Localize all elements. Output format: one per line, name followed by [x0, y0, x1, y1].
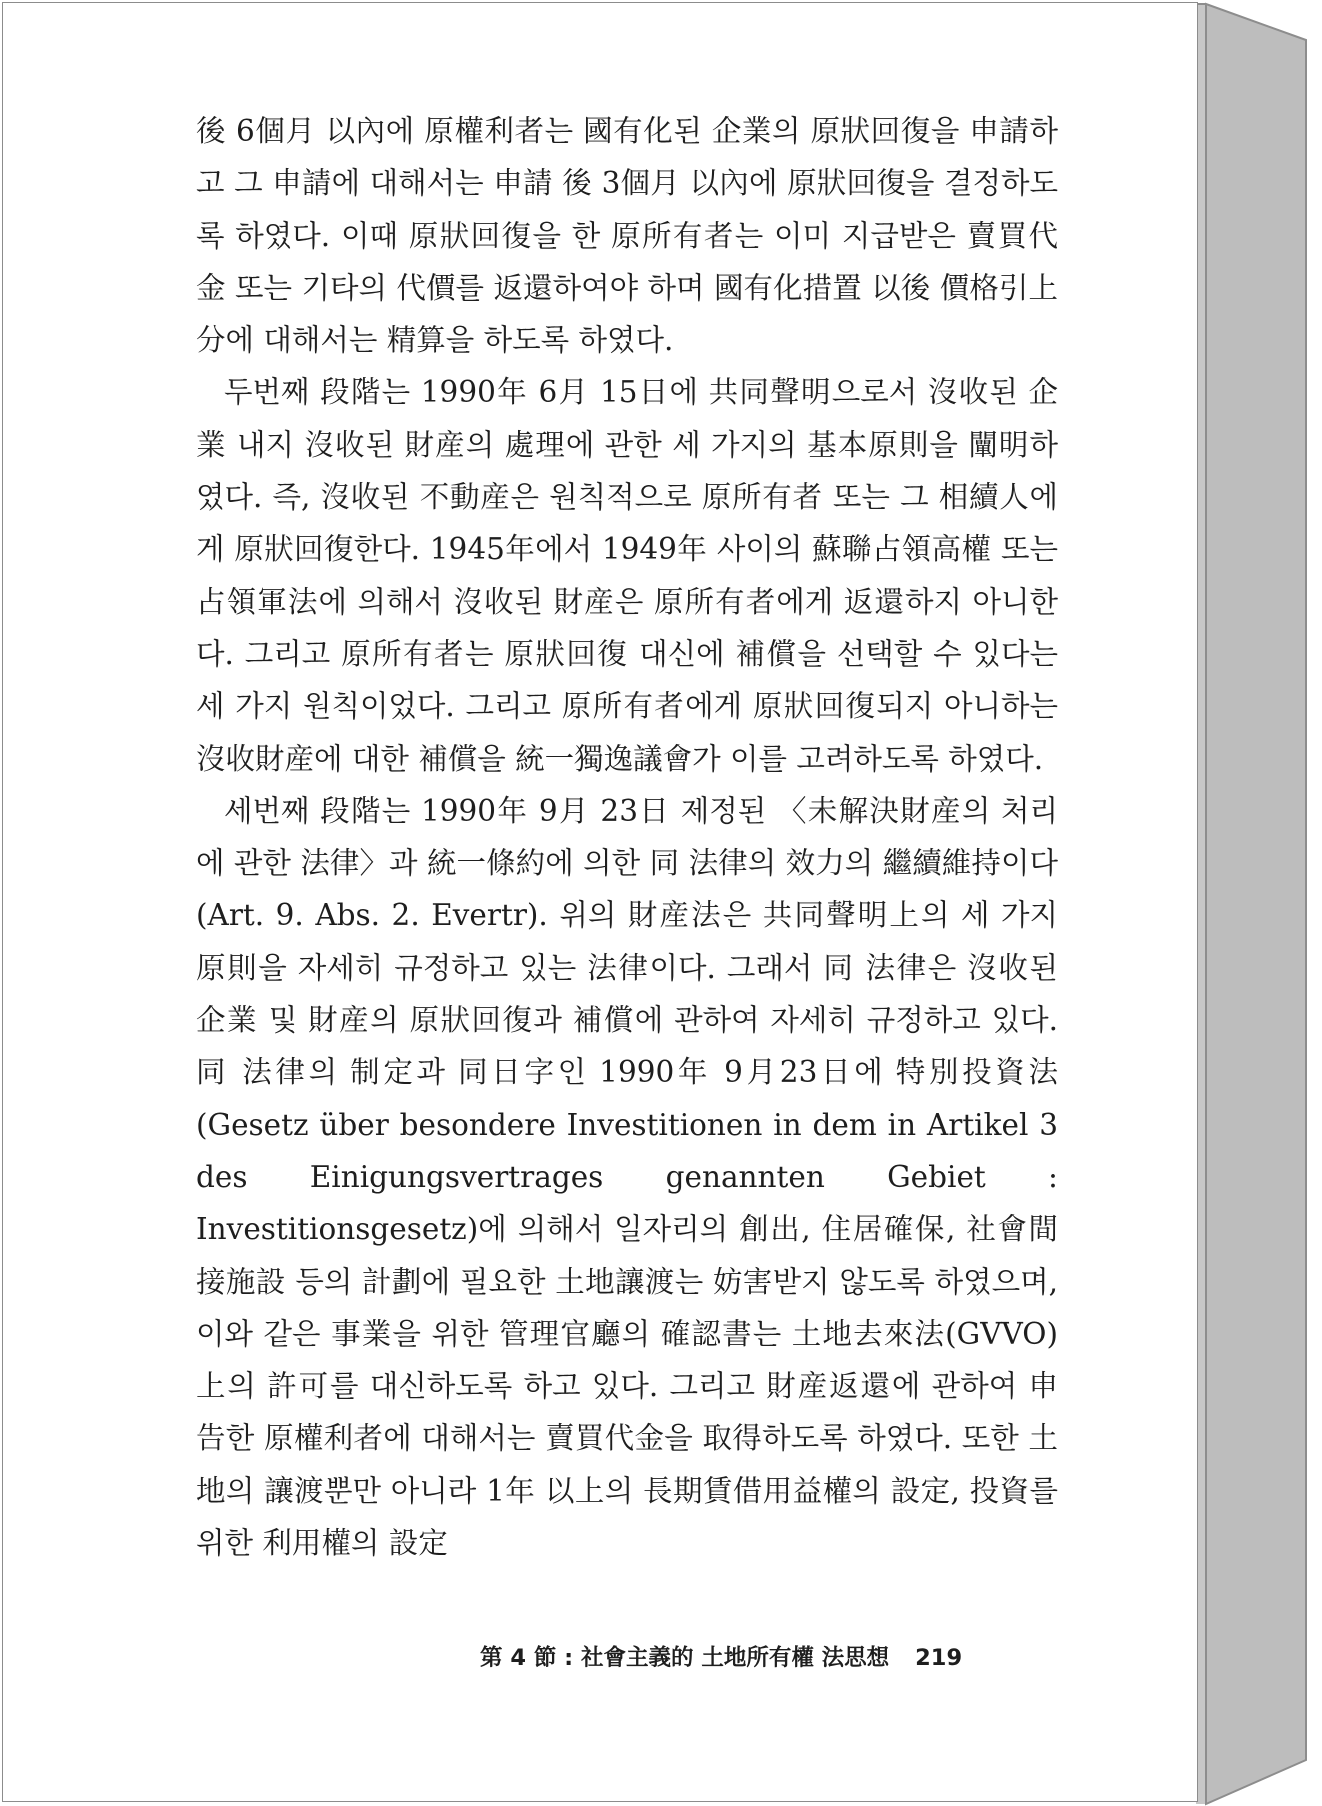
running-footer: [480, 1640, 1120, 1672]
page-number: 219: [915, 1645, 963, 1671]
section-title: 第 4 節 : 社會主義的 土地所有權 法思想: [480, 1645, 890, 1671]
book-edge-graphic: [1196, 0, 1322, 1806]
paragraph-2: 두번째 段階는 1990年 6月 15日에 共同聲明으로서 沒收된 企業 내지 沒收된 財産의 處理에 관한 세 가지의 基本原則을 闡明하였다. 즉, 沒收된 不動産은 원칙적으로 原所有者 또는 그 相續人에게 原狀回復한다. 1945年에서 1949年 사이의 蘇聯占領高權 또는 占領軍法에 의해서 沒收된 財産은 原所有者에게 返還하지 아니한다. 그리고 原所有者는 原狀回復 대신에 補償을 선택할 수 있다는 세 가지 원칙이었다. 그리고 原所有者에게 原狀回復되지 아니하는 沒收財産에 대한 補償을 統一獨逸議會가 이를 고려하도록 하였다.: [196, 375, 1058, 776]
paragraph-1: 後 6個月 以內에 原權利者는 國有化된 企業의 原狀回復을 申請하고 그 申請에 대해서는 申請 後 3個月 以內에 原狀回復을 결정하도록 하였다. 이때 原狀回復을 한 原所有者는 이미 지급받은 賣買代金 또는 기타의 代價를 返還하여야 하며 國有化措置 以後 價格引上分에 대해서는 精算을 하도록 하였다.: [196, 114, 1058, 358]
book-edge: [1196, 0, 1322, 1806]
paragraph-3: 세번째 段階는 1990年 9月 23日 제정된 〈未解決財産의 처리에 관한 法律〉과 統一條約에 의한 同 法律의 效力의 繼續維持이다 (Art. 9. Abs. 2. Evertr). 위의 財産法은 共同聲明上의 세 가지 原則을 자세히 규정하고 있는 法律이다. 그래서 同 法律은 沒收된 企業 및 財産의 原狀回復과 補償에 관하여 자세히 규정하고 있다. 同 法律의 制定과 同日字인 1990年 9月23日에 特別投資法 (Gesetz über besondere Investitionen in dem in Artikel 3 des Einigungsvertrages genannten Gebiet : Investitionsgesetz)에 의해서 일자리의 創出, 住居確保, 社會間接施設 등의 計劃에 필요한 土地讓渡는 妨害받지 않도록 하였으며, 이와 같은 事業을 위한 管理官廳의 確認書는 土地去來法(GVVO)上의 許可를 대신하도록 하고 있다. 그리고 財産返還에 관하여 申告한 原權利者에 대해서는 賣買代金을 取得하도록 하였다. 또한 土地의 讓渡뿐만 아니라 1年 以上의 長期賃借用益權의 設定, 投資를 위한 利用權의 設定: [196, 793, 1058, 1561]
body-text: [196, 105, 1058, 1569]
